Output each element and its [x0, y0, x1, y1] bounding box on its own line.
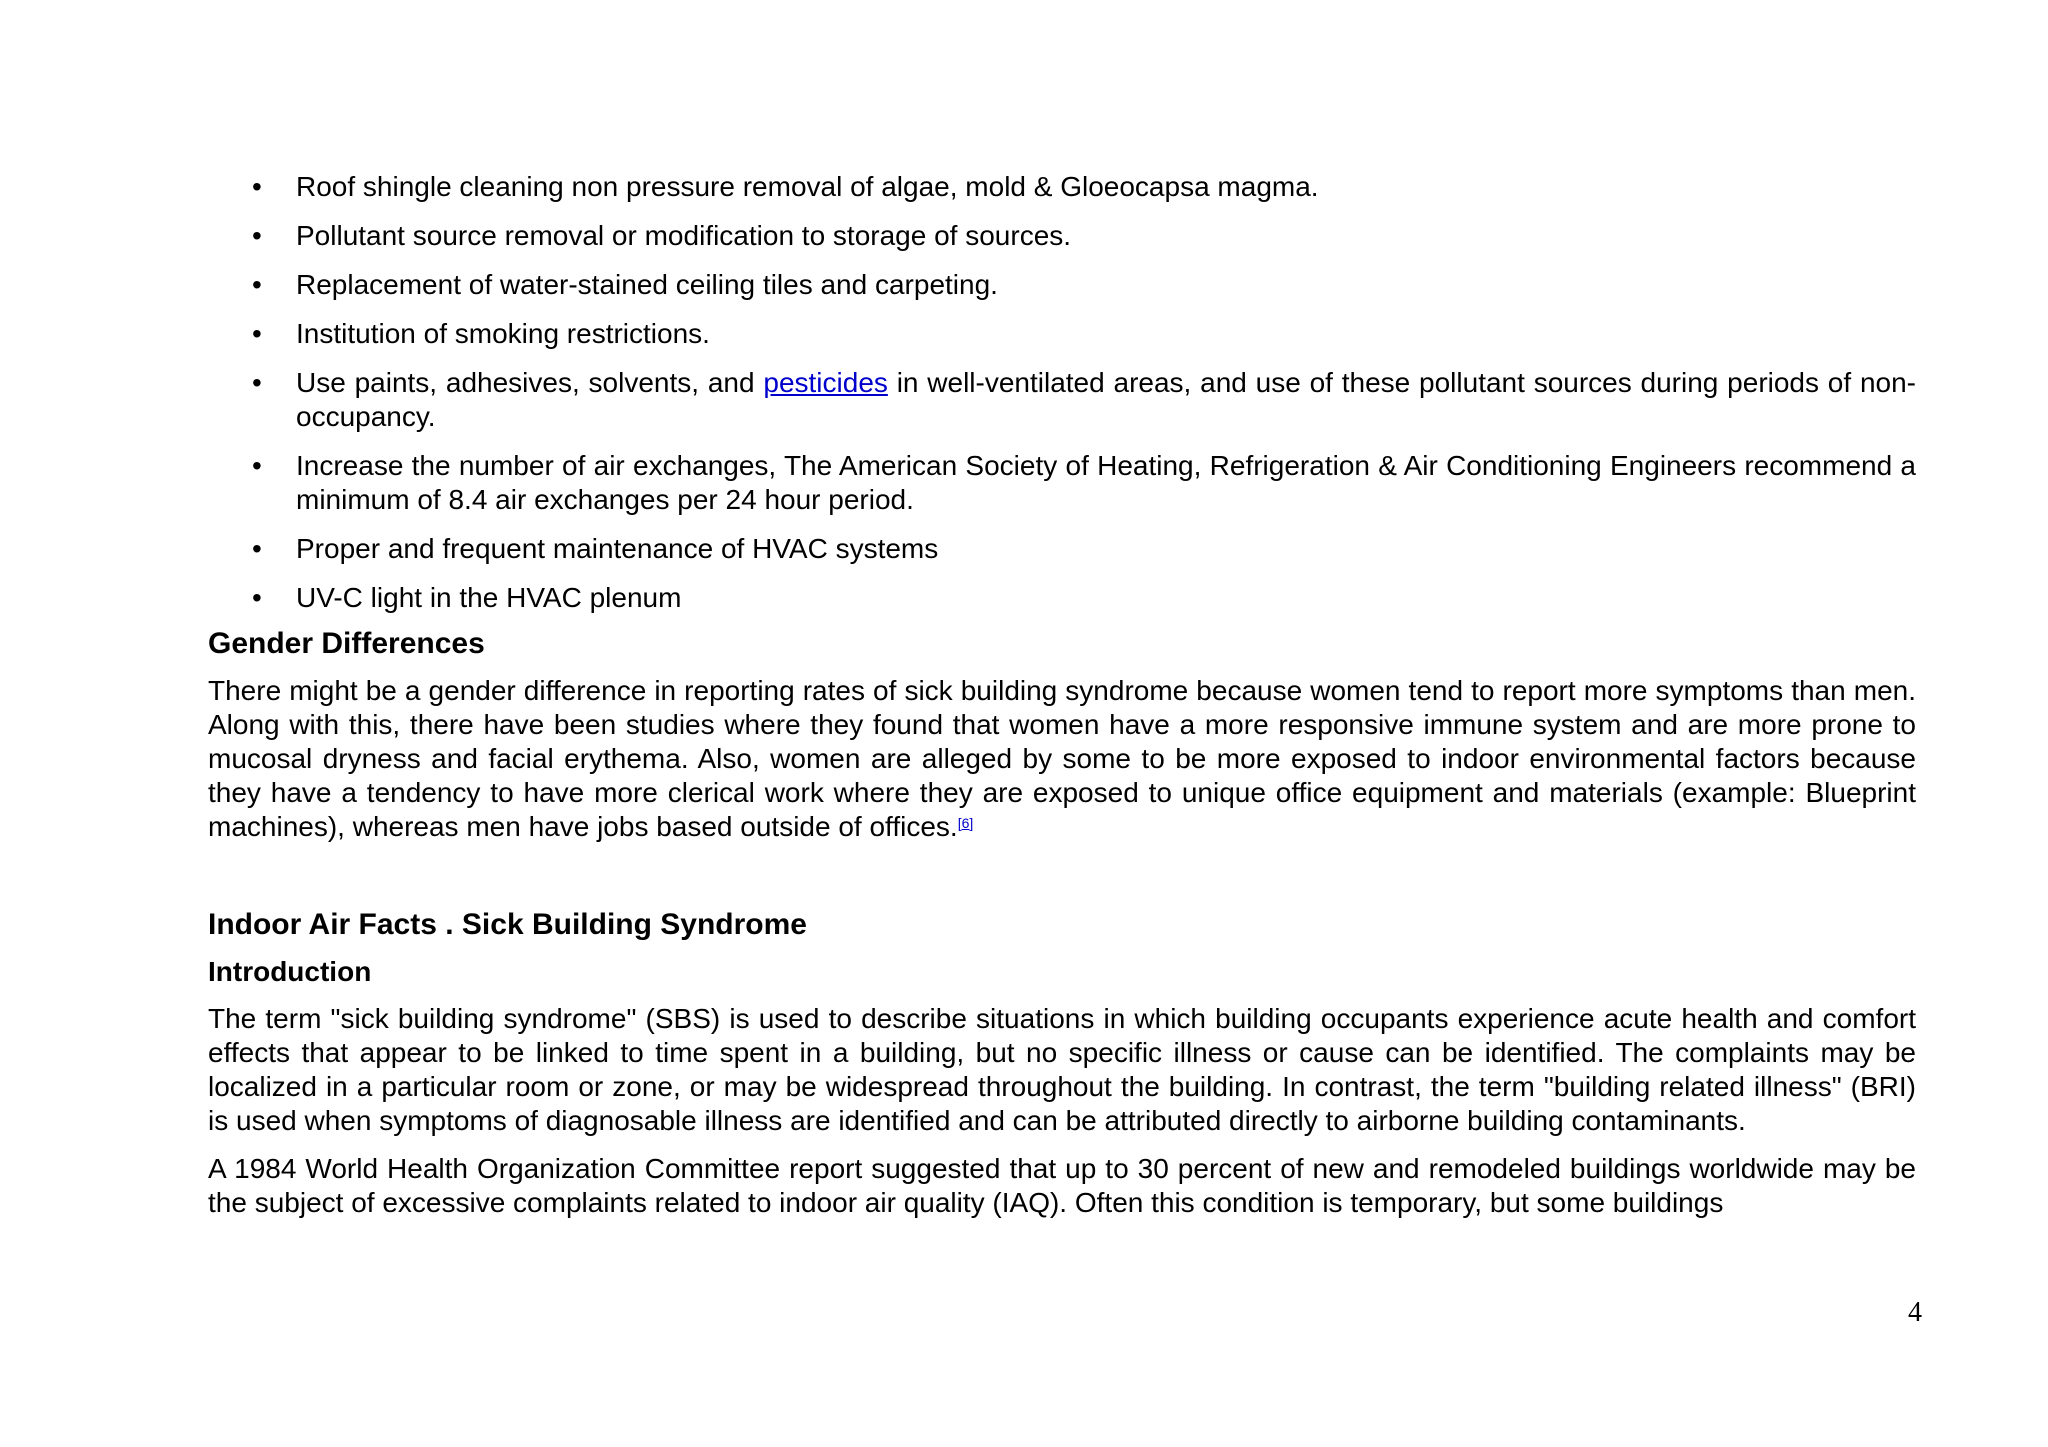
bullet-icon: •: [252, 582, 262, 613]
list-item: [208, 581, 1916, 615]
page-content: [208, 170, 1916, 1220]
citation-link[interactable]: [6]: [957, 815, 974, 831]
list-item: [208, 366, 1916, 434]
list-item-text: Proper and frequent maintenance of HVAC systems: [296, 533, 939, 564]
list-item-text: UV-C light in the HVAC plenum: [296, 582, 682, 613]
introduction-heading: Introduction: [208, 956, 372, 987]
list-item-text: Roof shingle cleaning non pressure removal of algae, mold & Gloeocapsa magma.: [296, 171, 1319, 202]
pesticides-link[interactable]: pesticides: [763, 367, 888, 398]
list-item-text: Increase the number of air exchanges, The American Society of Heating, Refrigeration & Air Conditioning Engineers recommend a minimum of 8.4 air exchanges per 24 hour period.: [296, 450, 1916, 515]
bullet-icon: •: [252, 450, 262, 481]
list-item-text: Pollutant source removal or modification to storage of sources.: [296, 220, 1072, 251]
bullet-icon: •: [252, 220, 262, 251]
who-report-paragraph: A 1984 World Health Organization Committee report suggested that up to 30 percent of new and remodeled buildings worldwide may be the subject of excessive complaints related to indoor air quality (IAQ). Often this condition is temporary, but some buildings: [208, 1153, 1916, 1218]
list-item: [208, 449, 1916, 517]
bullet-icon: •: [252, 367, 262, 398]
list-item: [208, 317, 1916, 351]
gender-differences-paragraph: [208, 674, 1916, 844]
indoor-air-facts-heading: Indoor Air Facts . Sick Building Syndrome: [208, 908, 807, 941]
bullet-icon: •: [252, 171, 262, 202]
list-item-text-after: in well-ventilated areas, and use of these pollutant sources during periods of non-occupancy.: [296, 367, 1916, 432]
list-item: [208, 532, 1916, 566]
list-item-text: Replacement of water-stained ceiling tiles and carpeting.: [296, 269, 998, 300]
list-item-text-before: Use paints, adhesives, solvents, and: [296, 367, 764, 398]
bullet-icon: •: [252, 318, 262, 349]
remedy-bullet-list: [208, 170, 1916, 615]
gender-paragraph-text: There might be a gender difference in reporting rates of sick building syndrome because women tend to report more symptoms than men. Along with this, there have been studies where they found that women have a more responsive immune system and are more prone to mucosal dryness and facial erythema. Also, women are alleged by some to be more exposed to indoor environmental factors because they have a tendency to have more clerical work where they are exposed to unique office equipment and materials (example: Blueprint machines), whereas men have jobs based outside of offices.: [208, 675, 1916, 842]
gender-differences-heading: Gender Differences: [208, 627, 485, 660]
list-item-text: Institution of smoking restrictions.: [296, 318, 710, 349]
list-item: [208, 219, 1916, 253]
bullet-icon: •: [252, 533, 262, 564]
list-item: [208, 170, 1916, 204]
list-item: [208, 268, 1916, 302]
introduction-paragraph: The term "sick building syndrome" (SBS) is used to describe situations in which building occupants experience acute health and comfort effects that appear to be linked to time spent in a building, but no specific illness or cause can be identified. The complaints may be localized in a particular room or zone, or may be widespread throughout the building. In contrast, the term "building related illness" (BRI) is used when symptoms of diagnosable illness are identified and can be attributed directly to airborne building contaminants.: [208, 1003, 1916, 1136]
bullet-icon: •: [252, 269, 262, 300]
page-number: 4: [1908, 1297, 1922, 1328]
